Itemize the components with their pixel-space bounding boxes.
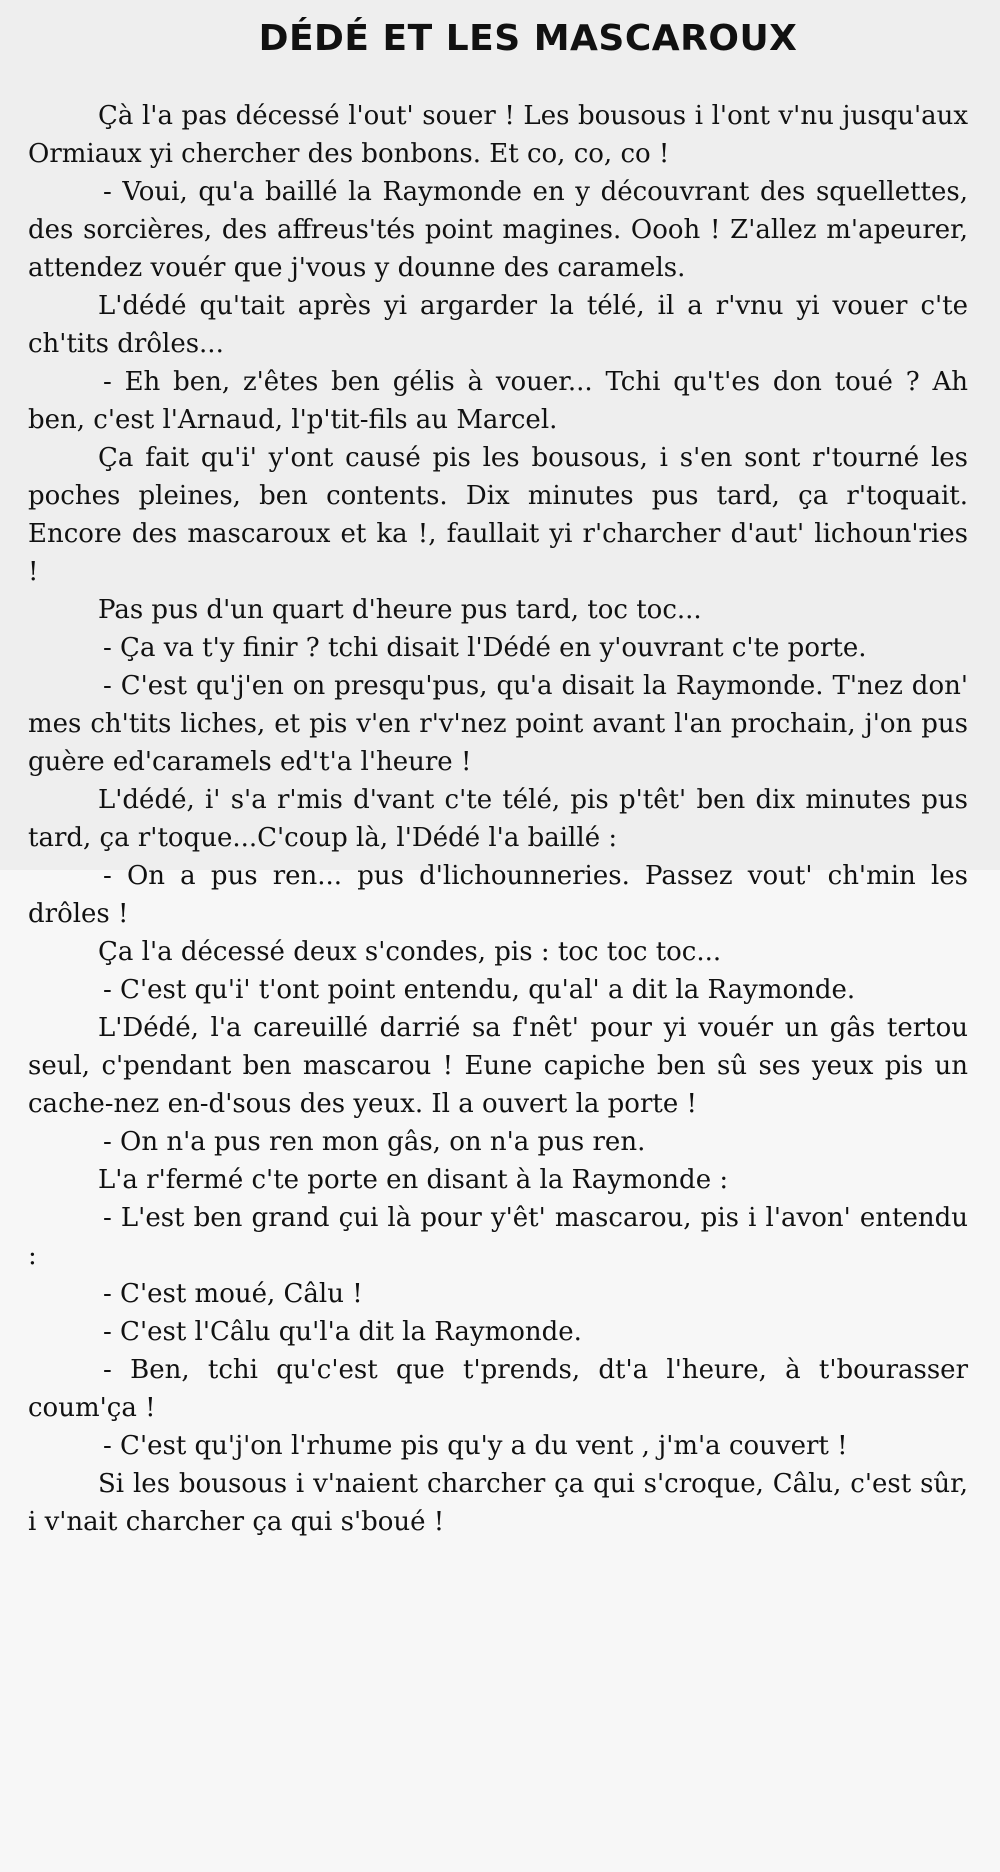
paragraph-7: - Ça va t'y finir ? tchi disait l'Dédé en y'ouvrant c'te porte. <box>103 633 867 663</box>
paragraph-3: L'dédé qu'tait après yi argarder la télé, il a r'vnu yi vouer c'te ch'tits drôles... <box>28 291 968 359</box>
paragraph-10: - On a pus ren... pus d'lichounneries. Passez vout' ch'min les drôles ! <box>28 861 968 929</box>
paragraph-14: - On n'a pus ren mon gâs, on n'a pus ren. <box>103 1127 646 1157</box>
paragraph-16: - L'est ben grand çui là pour y'êt' mascarou, pis i l'avon' entendu : <box>28 1203 968 1271</box>
paragraph-18: - C'est l'Câlu qu'l'a dit la Raymonde. <box>103 1317 582 1347</box>
paragraph-6: Pas pus d'un quart d'heure pus tard, toc toc... <box>98 595 702 625</box>
paragraph-4: - Eh ben, z'êtes ben gélis à vouer... Tchi qu't'es don toué ? Ah ben, c'est l'Arnaud, l'p'tit-fils au Marcel. <box>28 367 968 435</box>
document-page <box>28 18 968 1541</box>
paragraph-12: - C'est qu'i' t'ont point entendu, qu'al' a dit la Raymonde. <box>103 975 856 1005</box>
paragraph-17: - C'est moué, Câlu ! <box>103 1279 363 1309</box>
paragraph-20: - C'est qu'j'on l'rhume pis qu'y a du vent , j'm'a couvert ! <box>103 1431 848 1461</box>
story-title: DÉDÉ ET LES MASCAROUX <box>258 18 798 59</box>
paragraph-2: - Voui, qu'a baillé la Raymonde en y découvrant des squellettes, des sorcières, des affreus'tés point magines. Oooh ! Z'allez m'apeurer, attendez vouér que j'vous y dounne des caramels. <box>28 177 968 283</box>
paragraph-5: Ça fait qu'i' y'ont causé pis les bousous, i s'en sont r'tourné les poches pleines, ben contents. Dix minutes pus tard, ça r'toquait. Encore des mascaroux et ka !, faullait yi r'charcher d'aut' lichoun'ries ! <box>28 443 968 587</box>
paragraph-1: Çà l'a pas décessé l'out' souer ! Les bousous i l'ont v'nu jusqu'aux Ormiaux yi chercher des bonbons. Et co, co, co ! <box>28 101 968 169</box>
paragraph-8: - C'est qu'j'en on presqu'pus, qu'a disait la Raymonde. T'nez don' mes ch'tits liches, et pis v'en r'v'nez point avant l'an prochain, j'on pus guère ed'caramels ed't'a l'heure ! <box>28 671 968 777</box>
paragraph-15: L'a r'fermé c'te porte en disant à la Raymonde : <box>98 1165 729 1195</box>
paragraph-13: L'Dédé, l'a careuillé darrié sa f'nêt' pour yi vouér un gâs tertou seul, c'pendant ben mascarou ! Eune capiche ben sû ses yeux pis un cache-nez en-d'sous des yeux. Il a ouvert la porte ! <box>28 1013 968 1119</box>
paragraph-9: L'dédé, i' s'a r'mis d'vant c'te télé, pis p'têt' ben dix minutes pus tard, ça r'toque...C'coup là, l'Dédé l'a baillé : <box>28 785 968 853</box>
paragraph-19: - Ben, tchi qu'c'est que t'prends, dt'a l'heure, à t'bourasser coum'ça ! <box>28 1355 968 1423</box>
paragraph-11: Ça l'a décessé deux s'condes, pis : toc toc toc... <box>98 937 722 967</box>
paragraph-21: Si les bousous i v'naient charcher ça qui s'croque, Câlu, c'est sûr, i v'nait charcher ça qui s'boué ! <box>28 1469 968 1537</box>
